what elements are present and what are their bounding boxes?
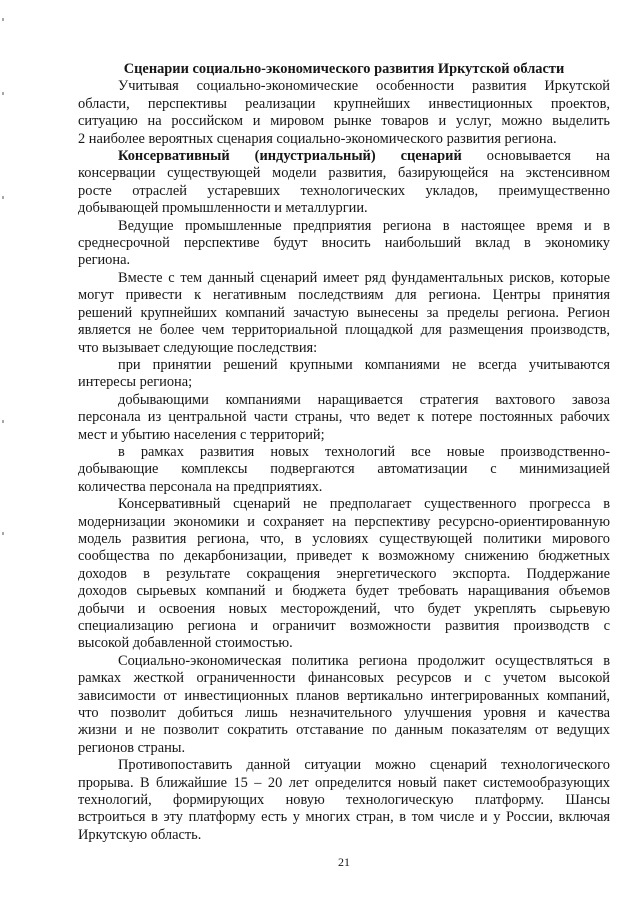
- text-line: высокой добавленной стоимостью.: [78, 635, 293, 652]
- page-number: 21: [338, 855, 350, 869]
- text-line: Консервативный сценарий не предполагает существенного прогресса в: [118, 496, 610, 513]
- text-line: области, перспективы реализации крупнейших инвестиционных проектов,: [78, 95, 610, 112]
- scan-mark: [2, 420, 4, 423]
- text-line: специализацию региона и ограничит возможности развития производств с: [78, 618, 610, 634]
- text-line: персонала из центральной части страны, что ведет к потере постоянных рабочих: [78, 409, 610, 426]
- paragraph: [78, 444, 610, 496]
- text-line: интересы региона;: [78, 374, 193, 391]
- text-line: рамках жесткой ограниченности финансовых ресурсов и с учетом высокой: [78, 670, 610, 687]
- paragraph: [78, 392, 610, 444]
- text-line: среднесрочной перспективе будут вносить наибольший вклад в экономику: [78, 235, 610, 252]
- scan-mark: [2, 196, 4, 199]
- text-line: прорыва. В ближайшие 15 – 20 лет определится новый пакет системообразующих: [78, 774, 610, 791]
- text-line: доходов в результате сокращения энергетического экспорта. Поддержание: [78, 565, 610, 582]
- text-line: консервации существующей модели развития, базирующейся на экстенсивном: [78, 165, 610, 182]
- paragraph: [78, 218, 610, 270]
- text-line: Вместе с тем данный сценарий имеет ряд фундаментальных рисков, которые: [118, 269, 610, 286]
- scan-mark: [2, 92, 4, 95]
- text-line: добывающие комплексы подвергаются автоматизации с минимизацией: [78, 461, 610, 478]
- text-line: модернизации экономики и сохраняет на перспективу ресурсно-ориентированную: [78, 513, 610, 530]
- text-line: Социально-экономическая политика региона продолжит осуществляться в: [118, 652, 610, 669]
- text-line: могут привести к негативным последствиям для региона. Центры принятия: [78, 287, 610, 304]
- scan-mark: [2, 18, 4, 21]
- text-line: встроиться в эту платформу есть у многих стран, в том числе и у России, включая: [78, 809, 610, 826]
- text-line: добывающими компаниями наращивается стратегия вахтового завоза: [118, 391, 610, 408]
- text-line: Учитывая социально-экономические особенности развития Иркутской: [118, 78, 610, 95]
- text-line: Противопоставить данной ситуации можно сценарий технологического: [118, 757, 610, 774]
- text-line: жизни и не позволит сократить отставание по данным показателям от ведущих: [78, 722, 610, 739]
- paragraph: [78, 757, 610, 844]
- paragraph: [78, 78, 610, 148]
- scan-mark: [2, 532, 4, 535]
- scenario-name-bold: Консервативный (индустриальный) сценарий: [118, 148, 462, 165]
- paragraph: [78, 357, 610, 392]
- text-line: добывающей промышленности и металлургии.: [78, 200, 368, 217]
- text-line: в рамках развития новых технологий все новые производственно-: [118, 443, 610, 460]
- text-line: росте отраслей устаревших технологических укладов, преимущественно: [78, 182, 610, 199]
- text-line: регионов страны.: [78, 739, 186, 756]
- text-line: является не более чем территориальной площадкой для размещения производств,: [78, 322, 610, 339]
- text-line: технологий, формирующих новую технологическую платформу. Шансы: [78, 792, 610, 809]
- text-line: 2 наиболее вероятных сценария социально-экономического развития региона.: [78, 130, 557, 147]
- document-body: [78, 61, 610, 844]
- text-fragment: основывается на: [486, 148, 610, 165]
- text-line: [78, 148, 610, 165]
- text-line: что позволит добиться лишь незначительного улучшения уровня и качества: [78, 705, 610, 722]
- text-line: региона.: [78, 252, 131, 269]
- text-line: при принятии решений крупными компаниями не всегда учитываются: [118, 356, 610, 373]
- text-line: Ведущие промышленные предприятия региона в настоящее время и в: [118, 217, 610, 234]
- text-line: ситуацию на российском и мировом рынке товаров и услуг, можно выделить: [78, 113, 610, 130]
- paragraph: [78, 270, 610, 357]
- paragraph: [78, 653, 610, 757]
- paragraph: [78, 148, 610, 218]
- text-line: решений крупнейших компаний зачастую вынесены за пределы региона. Регион: [78, 304, 610, 321]
- paragraph: [78, 496, 610, 653]
- text-line: доходов сырьевых компаний и бюджета будет требовать наращивания объемов: [78, 583, 610, 600]
- text-line: Иркутскую область.: [78, 826, 202, 843]
- document-title: Сценарии социально-экономического развития Иркутской области: [123, 61, 565, 77]
- text-line: мест и убытию населения с территорий;: [78, 426, 325, 443]
- text-line: сообщества по декарбонизации, приведет к возможному снижению бюджетных: [78, 548, 610, 565]
- text-line: что вызывает следующие последствия:: [78, 339, 318, 356]
- text-line: модель развития региона, что, в условиях существующей политики мирового: [78, 530, 610, 547]
- text-line: зависимости от инвестиционных планов вертикально интегрированных компаний,: [78, 687, 610, 704]
- text-line: количества персонала на предприятиях.: [78, 478, 323, 495]
- text-line: добычи и освоения новых месторождений, что будет укреплять сырьевую: [78, 600, 610, 617]
